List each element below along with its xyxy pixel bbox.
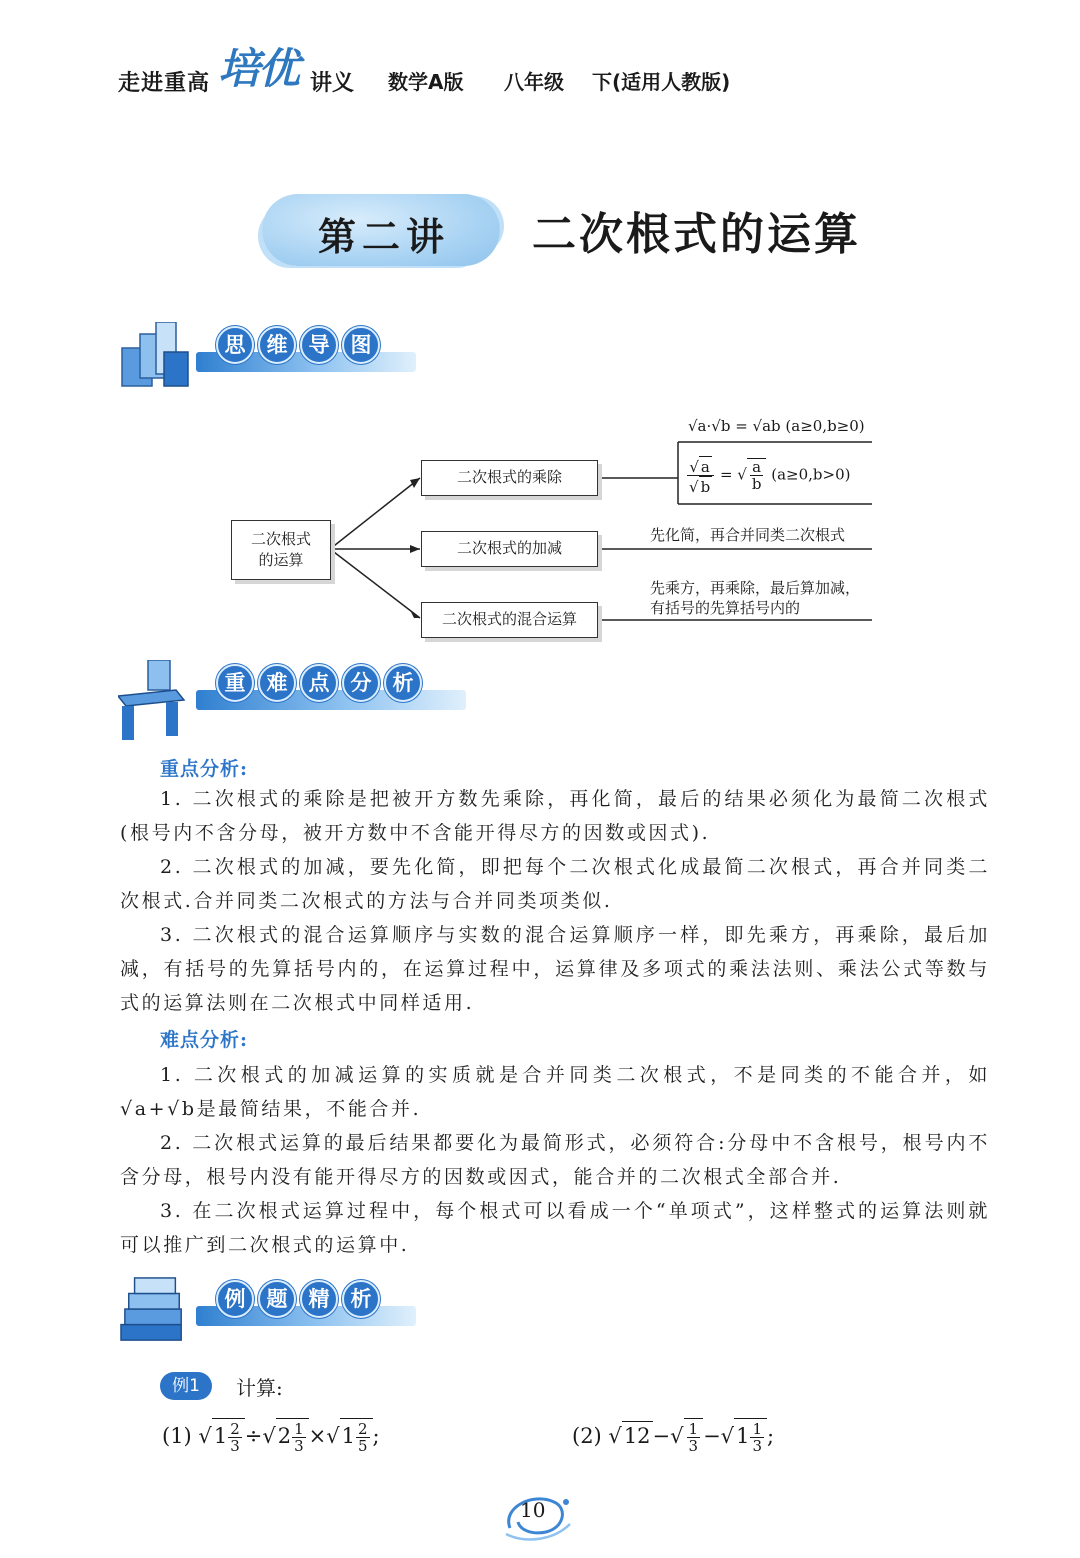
key-analysis-heading: 重点分析:: [160, 758, 249, 780]
key-item-1: 1. 二次根式的乘除是把被开方数先乘除，再化简，最后的结果必须化为最简二次根式(根号内不含分母，被开方数中不含能开得尽方的因数或因式).: [120, 788, 990, 844]
section-char: 析: [384, 664, 422, 702]
example-badge: 例1: [160, 1372, 212, 1400]
section-banner-key-points: [118, 660, 478, 720]
key-item-2: 2. 二次根式的加减，要先化简，即把每个二次根式化成最简二次根式，再合并同类二次根式.合并同类二次根式的方法与合并同类项类似.: [120, 856, 990, 912]
section-char: 图: [342, 326, 380, 364]
section-char: 分: [342, 664, 380, 702]
difficult-analysis-heading: 难点分析:: [160, 1029, 249, 1051]
header-brand-logo: 培优: [218, 44, 299, 93]
example-1-problem-2: (2) √12−√ $\frac{1}{3}$ −√1 $\frac{1}{3}$ ;: [572, 1420, 775, 1455]
difficult-item-2: 2. 二次根式运算的最后结果都要化为最简形式，必须符合:分母中不含根号，根号内不含分母，根号内没有能开得尽方的因数或因式，能合并的二次根式全部合并.: [120, 1132, 990, 1188]
root-line-2: 的运算: [258, 551, 304, 569]
header-volume: 下(适用人教版): [592, 70, 731, 94]
header-series: 走进重高: [118, 71, 211, 96]
section-char: 思: [216, 326, 254, 364]
example-1-problem-1: (1) √1 $\frac{2}{3}$ ÷√2 $\frac{1}{3}$ ×√1 $\frac{2}{5}$ ;: [162, 1420, 380, 1455]
mul-rule-formula: √a·√b = √ab (a≥0,b≥0): [688, 417, 865, 435]
section-char: 重: [216, 664, 254, 702]
section-char: 精: [300, 1280, 338, 1318]
section-banner-examples: [118, 1276, 418, 1336]
problem-2-label: (2): [572, 1424, 602, 1448]
section-char: 题: [258, 1280, 296, 1318]
section-char: 例: [216, 1280, 254, 1318]
book-stack-icon: [118, 1276, 190, 1344]
mixed-rule-line-1: 先乘方，再乘除，最后算加减，: [650, 579, 861, 597]
div-rule-formula: $\frac{√ a}{√ b}$ = √ $\frac{a}{b}$ (a≥0,b>0): [689, 458, 851, 496]
add-sub-rule: 先化简，再合并同类二次根式: [650, 526, 846, 544]
difficult-item-1: 1. 二次根式的加减运算的实质就是合并同类二次根式，不是同类的不能合并，如√a+√b是最简结果，不能合并.: [120, 1064, 990, 1120]
lecture-number: 第二讲: [318, 214, 451, 259]
section-char: 维: [258, 326, 296, 364]
mind-map-branch-add-sub: 二次根式的加减: [421, 531, 598, 567]
key-item-3: 3. 二次根式的混合运算顺序与实数的混合运算顺序一样，即先乘方，再乘除，最后加减，有括号的先算括号内的，在运算过程中，运算律及多项式的乘法法则、乘法公式等数与式的运算法则在二次根式中同样适用.: [120, 924, 990, 1014]
section-char: 析: [342, 1280, 380, 1318]
mind-map-branch-mixed: 二次根式的混合运算: [421, 602, 598, 638]
section-char: 点: [300, 664, 338, 702]
div-rule-condition: (a≥0,b>0): [771, 465, 851, 484]
section-char: 导: [300, 326, 338, 364]
page-number: 10: [520, 1498, 546, 1522]
header-type: 讲义: [310, 71, 355, 96]
mind-map-branch-mul-div: 二次根式的乘除: [421, 460, 598, 496]
page-number-badge: [502, 1488, 574, 1544]
mind-map-root: [231, 520, 331, 580]
section-char: 难: [258, 664, 296, 702]
chapter-title: 二次根式的运算: [532, 209, 861, 260]
desk-icon: [118, 660, 190, 740]
mixed-rule-line-2: 有括号的先算括号内的: [650, 599, 801, 617]
difficult-item-3: 3. 在二次根式运算过程中，每个根式可以看成一个“单项式”，这样整式的运算法则就可以推广到二次根式的运算中.: [120, 1200, 990, 1256]
problem-1-label: (1): [162, 1424, 192, 1448]
header-grade: 八年级: [504, 70, 564, 94]
root-line-1: 二次根式: [250, 530, 311, 548]
mind-map-connectors: [0, 0, 1080, 700]
example-prompt: 计算:: [236, 1376, 283, 1400]
header-subject: 数学A版: [388, 70, 464, 94]
